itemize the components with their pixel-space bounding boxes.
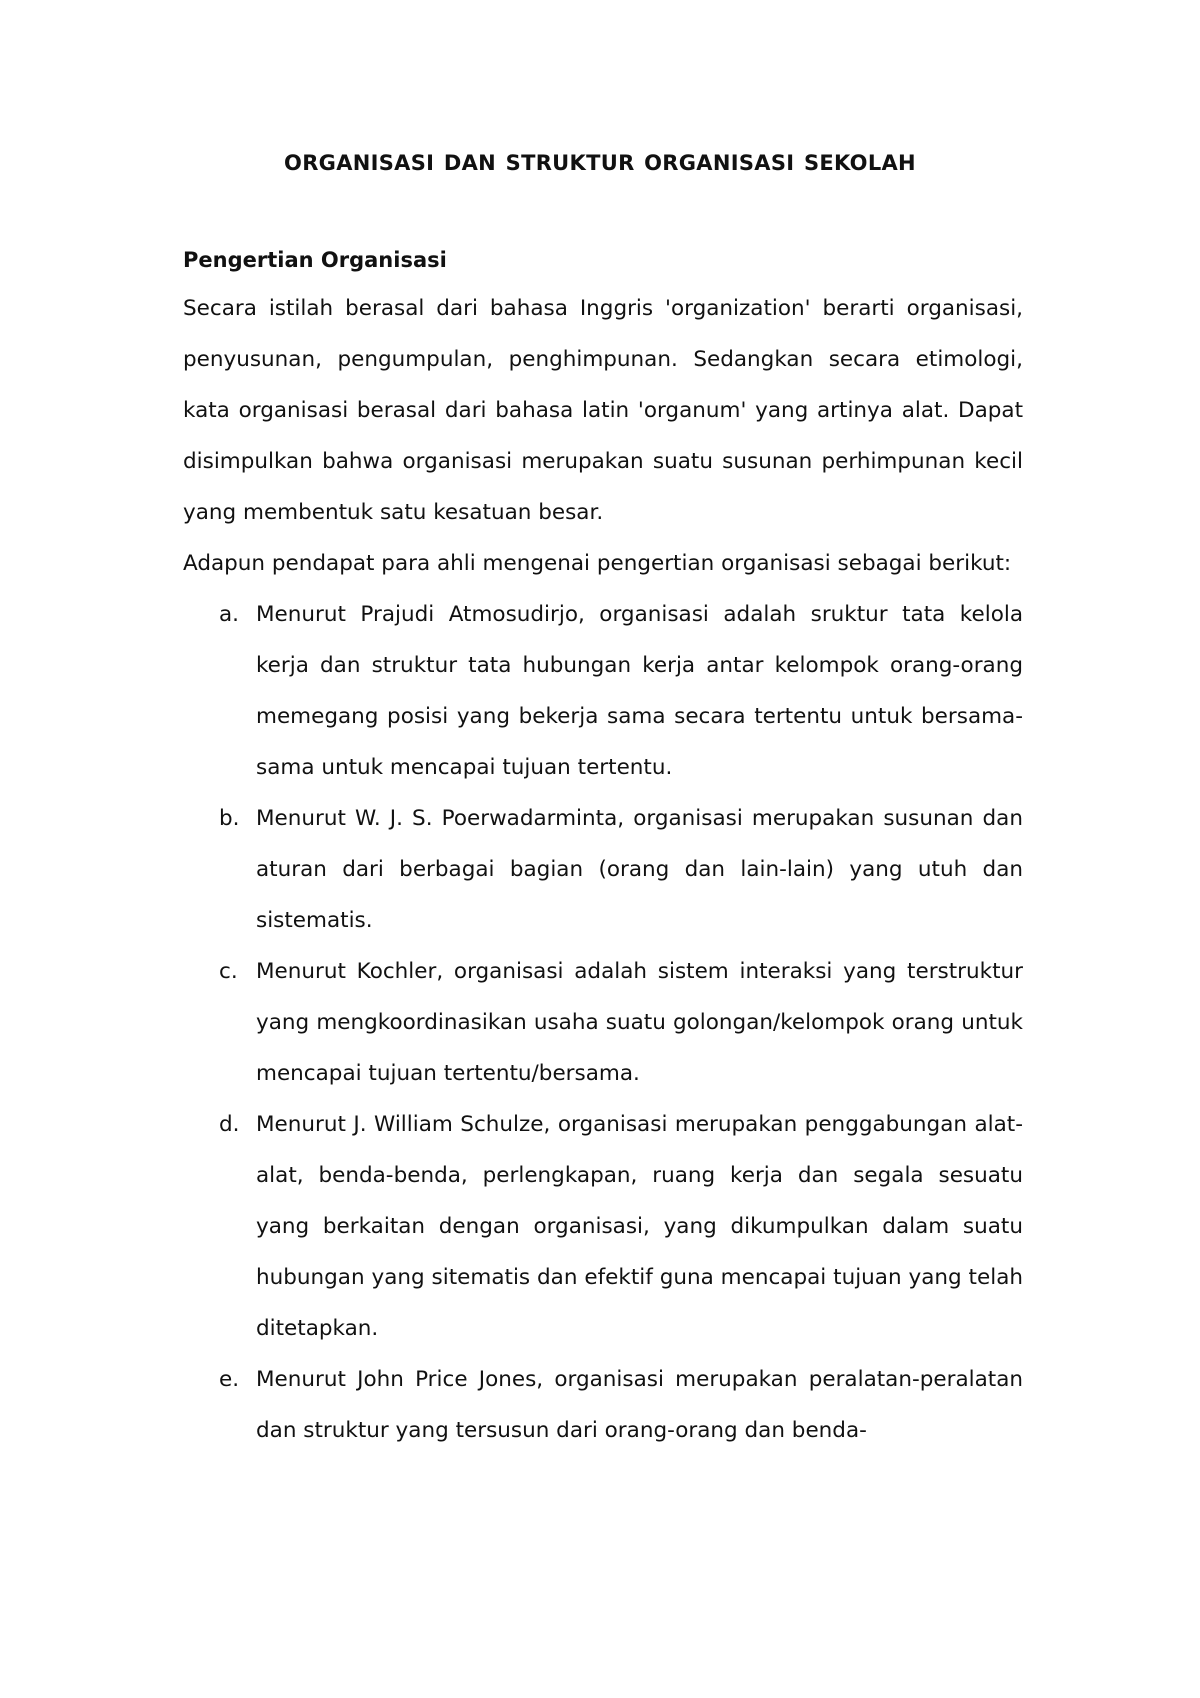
list-marker: e. bbox=[219, 1367, 240, 1392]
expert-opinions-list bbox=[183, 589, 1023, 1456]
list-item-text: Menurut W. J. S. Poerwadarminta, organisasi merupakan susunan dan aturan dari berbagai bagian (orang dan lain-lain) yang utuh dan sistematis. bbox=[256, 806, 1023, 933]
list-item bbox=[183, 793, 1023, 946]
list-item bbox=[183, 1354, 1023, 1456]
list-marker: c. bbox=[219, 959, 238, 984]
list-item-text: Menurut Kochler, organisasi adalah sistem interaksi yang terstruktur yang mengkoordinasikan usaha suatu golongan/kelompok orang untuk mencapai tujuan tertentu/bersama. bbox=[256, 959, 1023, 1086]
list-item bbox=[183, 946, 1023, 1099]
list-marker: a. bbox=[219, 602, 240, 627]
list-item-text: Menurut Prajudi Atmosudirjo, organisasi adalah sruktur tata kelola kerja dan struktur tata hubungan kerja antar kelompok orang-orang memegang posisi yang bekerja sama secara tertentu untuk bersama-sama untuk mencapai tujuan tertentu. bbox=[256, 602, 1023, 780]
list-item bbox=[183, 589, 1023, 793]
document-body bbox=[183, 245, 1023, 1456]
paragraph-definition: Secara istilah berasal dari bahasa Inggris 'organization' berarti organisasi, penyusunan, pengumpulan, penghimpunan. Sedangkan secara etimologi, kata organisasi berasal dari bahasa latin 'organum' yang artinya alat. Dapat disimpulkan bahwa organisasi merupakan suatu susunan perhimpunan kecil yang membentuk satu kesatuan besar. bbox=[183, 296, 1023, 525]
list-item-text: Menurut J. William Schulze, organisasi merupakan penggabungan alat-alat, benda-benda, perlengkapan, ruang kerja dan segala sesuatu yang berkaitan dengan organisasi, yang dikumpulkan dalam suatu hubungan yang sitematis dan efektif guna mencapai tujuan yang telah ditetapkan. bbox=[256, 1112, 1023, 1341]
list-marker: b. bbox=[219, 806, 240, 831]
paragraph-intro-list: Adapun pendapat para ahli mengenai pengertian organisasi sebagai berikut: bbox=[183, 551, 1012, 576]
document-title: ORGANISASI DAN STRUKTUR ORGANISASI SEKOLAH bbox=[284, 151, 916, 175]
section-heading: Pengertian Organisasi bbox=[183, 248, 447, 272]
list-item-text: Menurut John Price Jones, organisasi merupakan peralatan-peralatan dan struktur yang tersusun dari orang-orang dan benda- bbox=[256, 1367, 1023, 1443]
list-item bbox=[183, 1099, 1023, 1354]
list-marker: d. bbox=[219, 1112, 240, 1137]
